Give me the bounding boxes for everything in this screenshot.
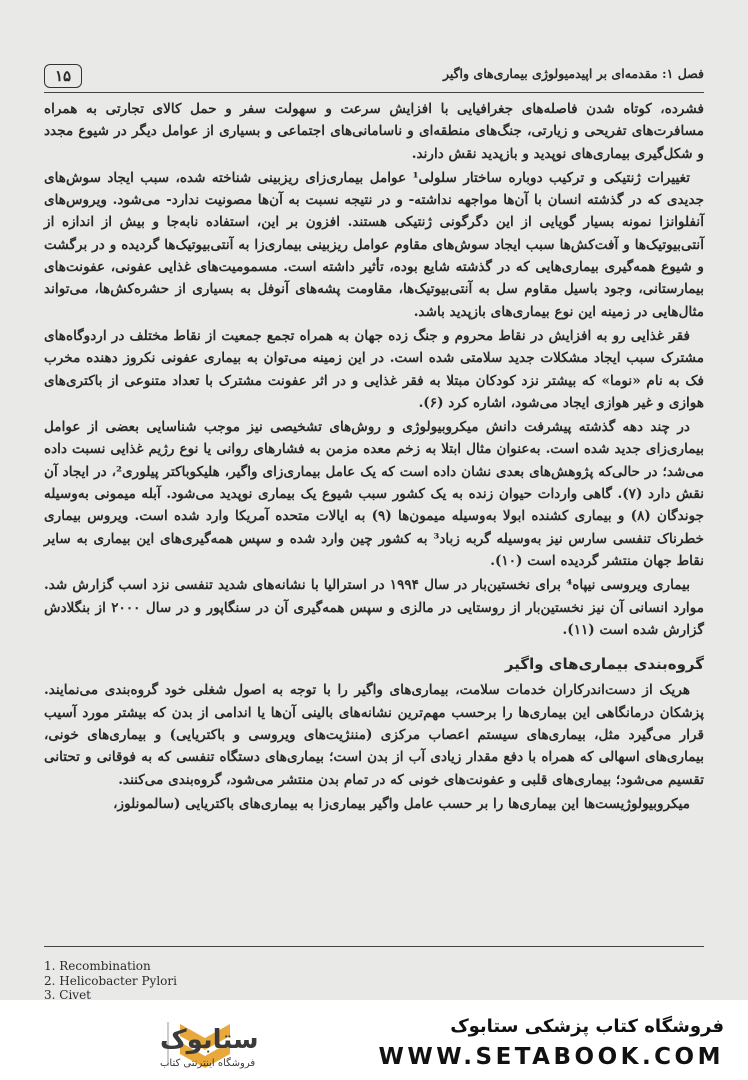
paragraph: میکروبیولوژیست‌ها این بیماری‌ها را بر حسب عامل واگیر بیماری‌زا به بیماری‌های باکتریایی (سالمونلوز، — [113, 795, 690, 812]
page-number: ۱۵ — [44, 64, 82, 88]
store-footer — [0, 1000, 748, 1080]
paragraph: فشرده، کوتاه شدن فاصله‌های جغرافیایی با افزایش سرعت و سهولت سفر و حمل کالای تجارتی به همراه مسافرت‌های تفریحی و زیارتی، جنگ‌های منطقه‌ای و ناسامانی‌های اجتماعی و بسیاری از عوامل دیگر در شیوع مجدد و شکل‌گیری بیماری‌های نوپدید و بازپدید نقش دارند. — [44, 101, 704, 162]
paragraph: در چند دهه گذشته پیشرفت دانش میکروبیولوژی و روش‌های تشخیصی نیز موجب شناسایی بعضی از عوامل بیماری‌زای جدید شده است. به‌عنوان مثال ابتلا به زخم معده مزمن به فشارهای روانی یا نوع رژیم غذایی نسبت داده می‌شد؛ در حالی‌که پژوهش‌های بعدی نشان داده است که یک عامل بیماری‌زای واگیر، هلیکوباکتر پیلوری²، در ایجاد آن نقش دارد (۷). گاهی واردات حیوان زنده به یک کشور سبب شیوع یک بیماری نوپدید می‌شود. آبله میمونی به‌وسیله جوندگان (۸) و بیماری کشنده ابولا به‌وسیله میمون‌ها (۹) به ایالات متحده آمریکا وارد شده است. ویروس بیماری خطرناک تنفسی سارس نیز به‌وسیله گربه زباد³ به کشور چین وارد شده و سپس همه‌گیری‌های این بیماری به سایر نقاط جهان منتشر گردیده است (۱۰). — [44, 419, 705, 569]
setabook-logo — [30, 1014, 270, 1074]
running-head: فصل ۱: مقدمه‌ای بر اپیدمیولوژی بیماری‌های واگیر — [442, 66, 704, 81]
store-url[interactable]: WWW.SETABOOK.COM — [378, 1044, 724, 1070]
paragraph: هریک از دست‌اندرکاران خدمات سلامت، بیماری‌های واگیر را با توجه به اصول شغلی خود گروه‌بندی می‌نمایند. پزشکان درمانگاهی این بیماری‌ها را برحسب مهم‌ترین نشانه‌های بالینی آن‌ها یا اندامی از بدن که بیشتر مورد آسیب قرار می‌گیرد مثل، بیماری‌های سیستم اعصاب مرکزی (مننژیت‌های ویروسی و باکتریایی) و بیماری‌های خونی، بیماری‌های اسهالی که همراه با دفع مقدار زیادی آب از بدن است؛ بیماری‌های دستگاه تنفسی که به فوقانی و تحتانی تقسیم می‌شود؛ بیماری‌های قلبی و عفونت‌های خونی که در تمام بدن منتشر می‌شود، گروه‌بندی می‌کنند. — [44, 682, 704, 788]
footnotes — [44, 946, 704, 1000]
body-text — [44, 98, 704, 817]
logo-tagline: فروشگاه اینترنتی کتاب — [160, 1058, 256, 1069]
logo-wordmark: ستابوک — [160, 1025, 259, 1055]
footnote: 3. Civet — [44, 988, 91, 1000]
footnote: 2. Helicobacter Pylori — [44, 973, 177, 988]
paragraph: بیماری ویروسی نیپاه⁴ برای نخستین‌بار در سال ۱۹۹۴ در استرالیا با نشانه‌های شدید تنفسی نزد اسب گزارش شد. موارد انسانی آن نیز نخستین‌بار از روستایی در مالزی و سپس همه‌گیری آن در سنگاپور و در سال ۲۰۰۰ از بنگلادش گزارش شده است (۱۱). — [44, 577, 704, 638]
page-header — [44, 62, 704, 93]
footnote: 1. Recombination — [44, 959, 151, 973]
paragraph: فقر غذایی رو به افزایش در نقاط محروم و جنگ زده جهان به همراه تجمع جمعیت از نقاط مختلف در اردوگاه‌های مشترک سبب ایجاد مشکلات جدید سلامتی شده است. در این زمینه می‌توان به بیماری عفونی نکروز دهنده مخرب فک به نام «نوما» که بیشتر نزد کودکان مبتلا به فقر غذایی و در اثر عفونت مشترک با تعداد متنوعی از باکتری‌های هوازی و غیر هوازی ایجاد می‌شود، اشاره کرد (۶). — [44, 327, 704, 411]
paragraph: تغییرات ژنتیکی و ترکیب دوباره ساختار سلولی¹ عوامل بیماری‌زای ریزبینی شناخته شده، سبب ایجاد سوش‌های جدیدی که در گذشته انسان با آن‌ها مواجهه نداشته- و در نتیجه نسبت به آن‌ها مصونیت ندارد- می‌شود. ویروس‌های آنفلوانزا نمونه بسیار گویایی از این دگرگونی ژنتیکی هستند. افزون بر این، استفاده نابه‌جا و بیش از اندازه از آنتی‌بیوتیک‌ها و آفت‌کش‌ها سبب ایجاد سوش‌های مقاوم عوامل ریزبینی بیماری‌زا به آنتی‌بیوتیک‌ها گردیده و در برگشت و شیوع همه‌گیری بیماری‌هایی که در گذشته شایع بوده، تأثیر داشته است. مسمومیت‌های غذایی عفونی، عفونت‌های بیمارستانی، وجود باسیل مقاوم سل به آنتی‌بیوتیک‌ها، مقاومت پشه‌های آنوفل به بسیاری از حشره‌کش‌ها، می‌تواند مثال‌هایی در زمینه این نوع بیماری‌های بازپدید باشد. — [44, 169, 704, 320]
section-heading: گروه‌بندی بیماری‌های واگیر — [504, 655, 704, 674]
store-name: فروشگاه کتاب پزشکی ستابوک — [450, 1016, 724, 1037]
